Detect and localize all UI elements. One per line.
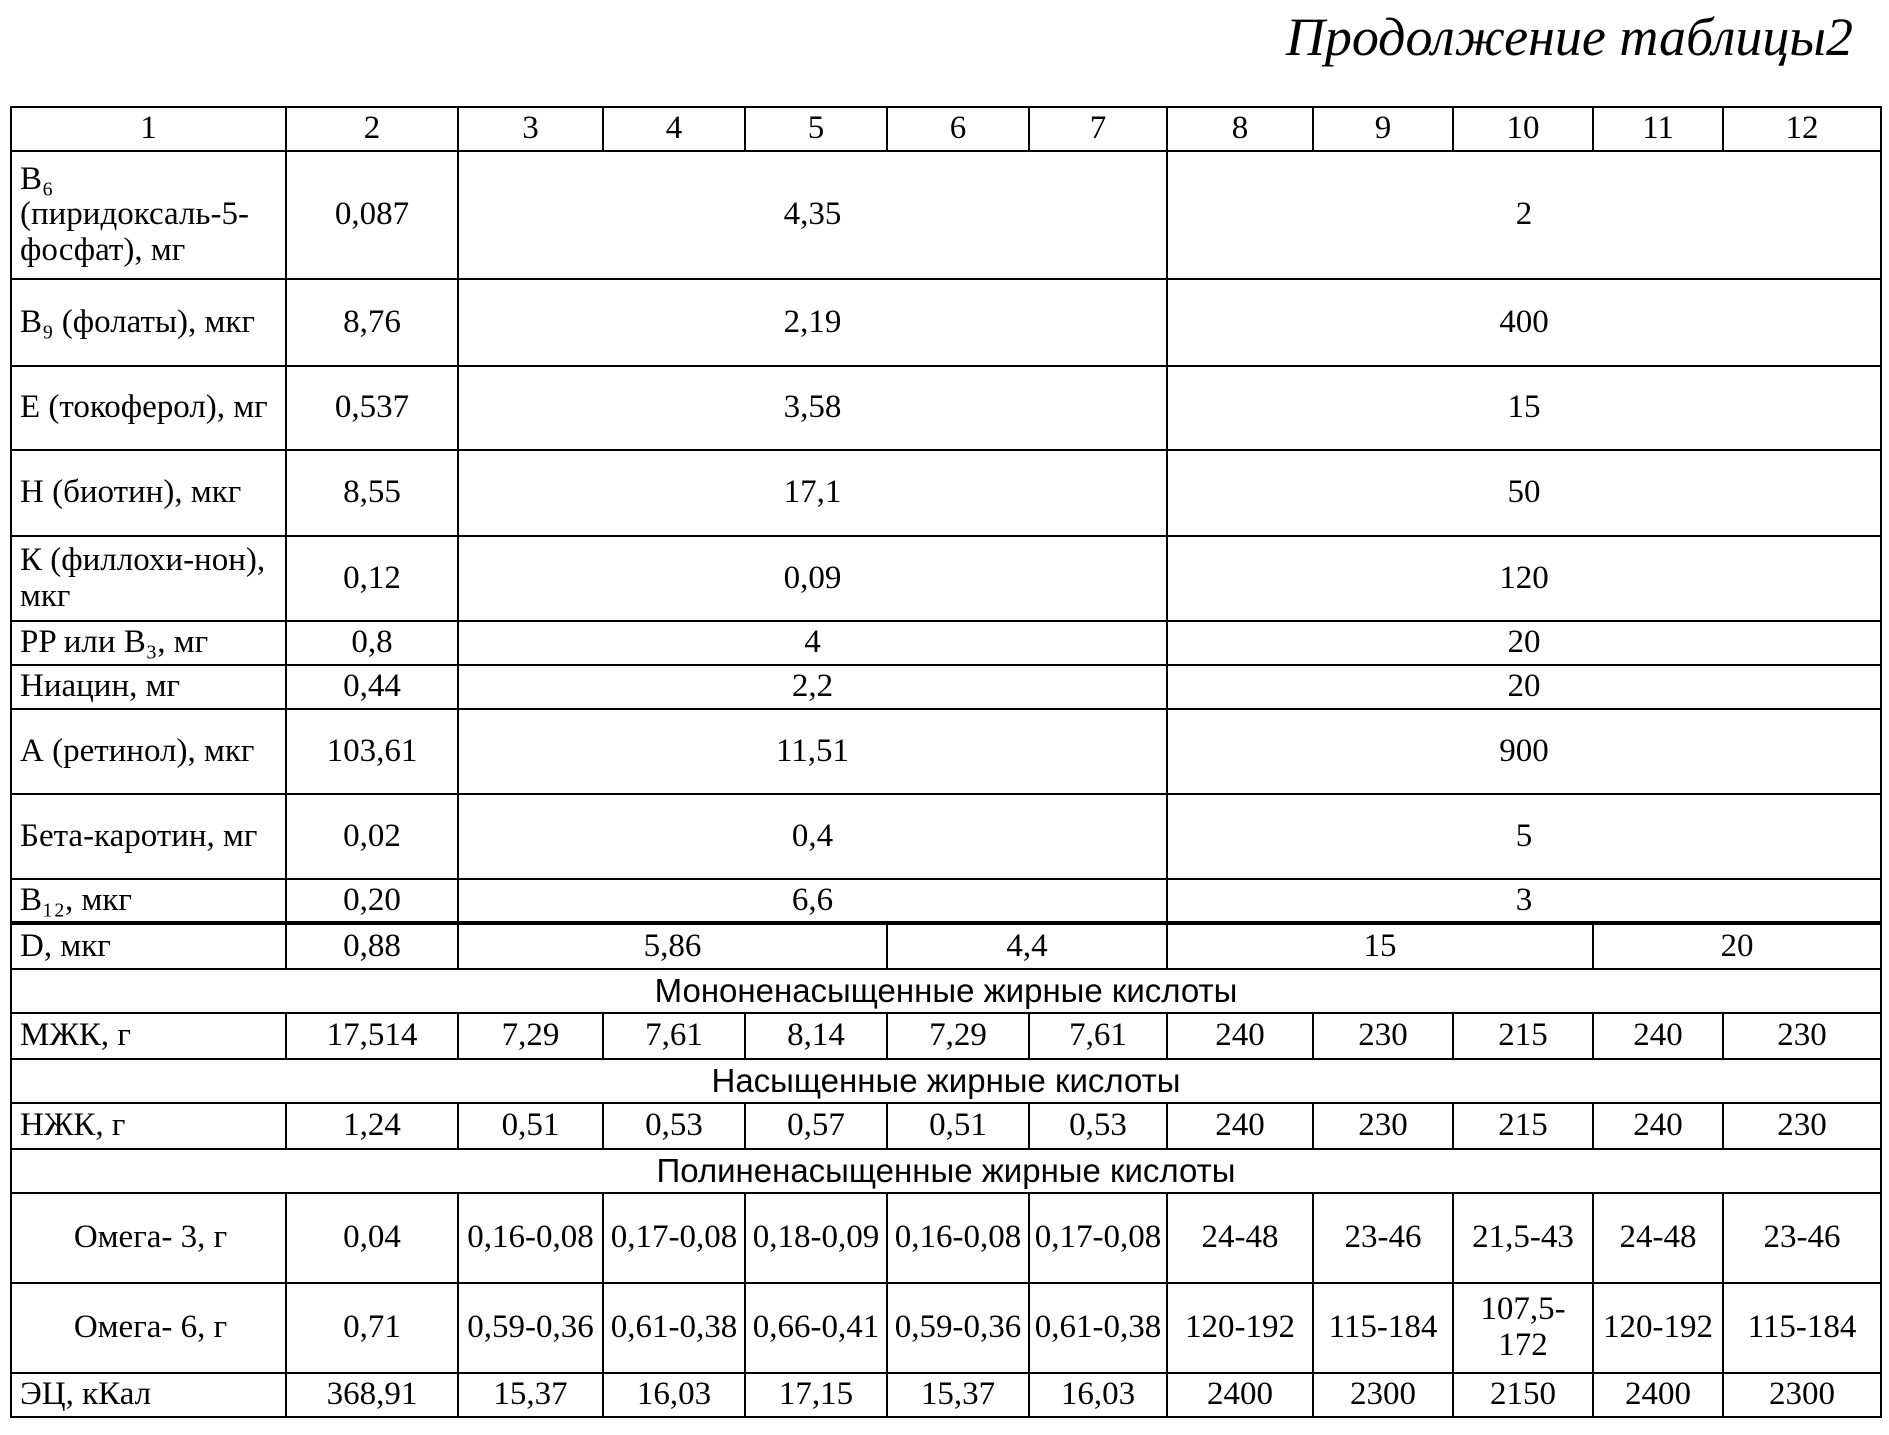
- row-label: Омега- 6, г: [11, 1283, 286, 1373]
- table-cell: 0,66-0,41: [745, 1283, 887, 1373]
- table-cell: 0,16-0,08: [458, 1193, 603, 1283]
- table-cell: 0,61-0,38: [603, 1283, 745, 1373]
- row-label: H (биотин), мкг: [11, 450, 286, 536]
- row-label: D, мкг: [11, 923, 286, 969]
- table-cell: 0,59-0,36: [887, 1283, 1029, 1373]
- row-label: B₉ (фолаты), мкг: [11, 279, 286, 366]
- table-cell: 0,20: [286, 879, 458, 923]
- header-cell: 8: [1167, 107, 1313, 151]
- table-cell: 7,61: [603, 1013, 745, 1059]
- table-row: [11, 879, 1881, 923]
- table-cell: 15: [1167, 923, 1593, 969]
- header-cell: 12: [1723, 107, 1881, 151]
- table-cell: 15,37: [887, 1373, 1029, 1417]
- row-label: Бета-каротин, мг: [11, 794, 286, 879]
- table-cell: 0,537: [286, 366, 458, 450]
- table-cell: 3,58: [458, 366, 1167, 450]
- table-cell: 4: [458, 621, 1167, 665]
- table-cell: 120: [1167, 536, 1881, 621]
- table-cell: 23-46: [1723, 1193, 1881, 1283]
- table-cell: 115-184: [1313, 1283, 1453, 1373]
- table-row: [11, 621, 1881, 665]
- header-cell: 6: [887, 107, 1029, 151]
- table-cell: 115-184: [1723, 1283, 1881, 1373]
- table-cell: 240: [1593, 1013, 1723, 1059]
- table-cell: 3: [1167, 879, 1881, 923]
- table-cell: 230: [1313, 1013, 1453, 1059]
- header-row: [11, 107, 1881, 151]
- table-cell: 21,5-43: [1453, 1193, 1593, 1283]
- table-row: [11, 279, 1881, 366]
- table-cell: 0,53: [1029, 1103, 1167, 1149]
- header-cell: 1: [11, 107, 286, 151]
- table-cell: 50: [1167, 450, 1881, 536]
- row-label: E (токоферол), мг: [11, 366, 286, 450]
- table-cell: 215: [1453, 1013, 1593, 1059]
- table-cell: 0,8: [286, 621, 458, 665]
- table-cell: 8,14: [745, 1013, 887, 1059]
- table-cell: 2400: [1167, 1373, 1313, 1417]
- page-title: Продолжение таблицы2: [1286, 6, 1853, 68]
- table-row: [11, 450, 1881, 536]
- table-cell: 20: [1167, 665, 1881, 709]
- row-label: B₆ (пиридоксаль-5-фосфат), мг: [11, 151, 286, 279]
- table-cell: 0,53: [603, 1103, 745, 1149]
- table-cell: 0,71: [286, 1283, 458, 1373]
- table-cell: 0,02: [286, 794, 458, 879]
- table-cell: 0,51: [458, 1103, 603, 1149]
- table-cell: 240: [1167, 1013, 1313, 1059]
- header-cell: 4: [603, 107, 745, 151]
- table-cell: 240: [1593, 1103, 1723, 1149]
- header-cell: 11: [1593, 107, 1723, 151]
- table-cell: 0,12: [286, 536, 458, 621]
- table-cell: 23-46: [1313, 1193, 1453, 1283]
- table-cell: 0,18-0,09: [745, 1193, 887, 1283]
- row-label: Ниацин, мг: [11, 665, 286, 709]
- table-cell: 0,09: [458, 536, 1167, 621]
- table-cell: 0,17-0,08: [603, 1193, 745, 1283]
- table-cell: 7,29: [458, 1013, 603, 1059]
- table-cell: 24-48: [1593, 1193, 1723, 1283]
- table-cell: 7,61: [1029, 1013, 1167, 1059]
- table-cell: 16,03: [1029, 1373, 1167, 1417]
- row-label: PP или B₃, мг: [11, 621, 286, 665]
- table-row: [11, 366, 1881, 450]
- table-cell: 2: [1167, 151, 1881, 279]
- row-label: К (филлохи-нон), мкг: [11, 536, 286, 621]
- table-cell: 900: [1167, 709, 1881, 794]
- table-cell: 0,88: [286, 923, 458, 969]
- table-row: [11, 665, 1881, 709]
- table-cell: 15: [1167, 366, 1881, 450]
- row-label: МЖК, г: [11, 1013, 286, 1059]
- row-label: А (ретинол), мкг: [11, 709, 286, 794]
- table-cell: 0,087: [286, 151, 458, 279]
- table-row: [11, 1193, 1881, 1283]
- table-cell: 215: [1453, 1103, 1593, 1149]
- table-cell: 1,24: [286, 1103, 458, 1149]
- table-cell: 2,19: [458, 279, 1167, 366]
- table-row: [11, 709, 1881, 794]
- header-cell: 9: [1313, 107, 1453, 151]
- section-row: [11, 1059, 1881, 1103]
- table-cell: 2300: [1723, 1373, 1881, 1417]
- row-label: B₁₂, мкг: [11, 879, 286, 923]
- table-cell: 15,37: [458, 1373, 603, 1417]
- table-row: [11, 536, 1881, 621]
- table-row: [11, 923, 1881, 969]
- section-heading: Насыщенные жирные кислоты: [11, 1059, 1881, 1103]
- table-cell: 20: [1167, 621, 1881, 665]
- table-cell: 120-192: [1593, 1283, 1723, 1373]
- table-row: [11, 1373, 1881, 1417]
- table-cell: 230: [1723, 1013, 1881, 1059]
- table-row: [11, 794, 1881, 879]
- table-cell: 2150: [1453, 1373, 1593, 1417]
- header-cell: 2: [286, 107, 458, 151]
- section-heading: Полиненасыщенные жирные кислоты: [11, 1149, 1881, 1193]
- table-cell: 0,17-0,08: [1029, 1193, 1167, 1283]
- table-cell: 17,1: [458, 450, 1167, 536]
- section-row: [11, 1149, 1881, 1193]
- table-row: [11, 1283, 1881, 1373]
- table-cell: 5: [1167, 794, 1881, 879]
- header-cell: 7: [1029, 107, 1167, 151]
- table-cell: 230: [1313, 1103, 1453, 1149]
- table-cell: 4,35: [458, 151, 1167, 279]
- row-label: НЖК, г: [11, 1103, 286, 1149]
- table-cell: 0,61-0,38: [1029, 1283, 1167, 1373]
- table-cell: 230: [1723, 1103, 1881, 1149]
- table-cell: 17,15: [745, 1373, 887, 1417]
- table-row: [11, 1103, 1881, 1149]
- nutrition-table: [10, 106, 1882, 1418]
- header-cell: 5: [745, 107, 887, 151]
- table-cell: 0,4: [458, 794, 1167, 879]
- section-heading: Мононенасыщенные жирные кислоты: [11, 969, 1881, 1013]
- header-cell: 10: [1453, 107, 1593, 151]
- table-cell: 0,57: [745, 1103, 887, 1149]
- table-cell: 24-48: [1167, 1193, 1313, 1283]
- table-cell: 16,03: [603, 1373, 745, 1417]
- table-cell: 0,44: [286, 665, 458, 709]
- table-row: [11, 1013, 1881, 1059]
- table-cell: 0,51: [887, 1103, 1029, 1149]
- table-cell: 368,91: [286, 1373, 458, 1417]
- table-row: [11, 151, 1881, 279]
- table-cell: 0,59-0,36: [458, 1283, 603, 1373]
- table-cell: 240: [1167, 1103, 1313, 1149]
- row-label: Омега- 3, г: [11, 1193, 286, 1283]
- header-cell: 3: [458, 107, 603, 151]
- table-cell: 5,86: [458, 923, 887, 969]
- table-cell: 107,5-172: [1453, 1283, 1593, 1373]
- table-cell: 0,16-0,08: [887, 1193, 1029, 1283]
- table-cell: 2300: [1313, 1373, 1453, 1417]
- table-cell: 6,6: [458, 879, 1167, 923]
- table-cell: 400: [1167, 279, 1881, 366]
- section-row: [11, 969, 1881, 1013]
- table-cell: 8,55: [286, 450, 458, 536]
- table-cell: 7,29: [887, 1013, 1029, 1059]
- table-cell: 8,76: [286, 279, 458, 366]
- table-cell: 120-192: [1167, 1283, 1313, 1373]
- table-cell: 4,4: [887, 923, 1167, 969]
- table-cell: 0,04: [286, 1193, 458, 1283]
- table-cell: 2400: [1593, 1373, 1723, 1417]
- table-cell: 11,51: [458, 709, 1167, 794]
- table-cell: 103,61: [286, 709, 458, 794]
- table-cell: 2,2: [458, 665, 1167, 709]
- row-label: ЭЦ, кКал: [11, 1373, 286, 1417]
- table-cell: 17,514: [286, 1013, 458, 1059]
- table-cell: 20: [1593, 923, 1881, 969]
